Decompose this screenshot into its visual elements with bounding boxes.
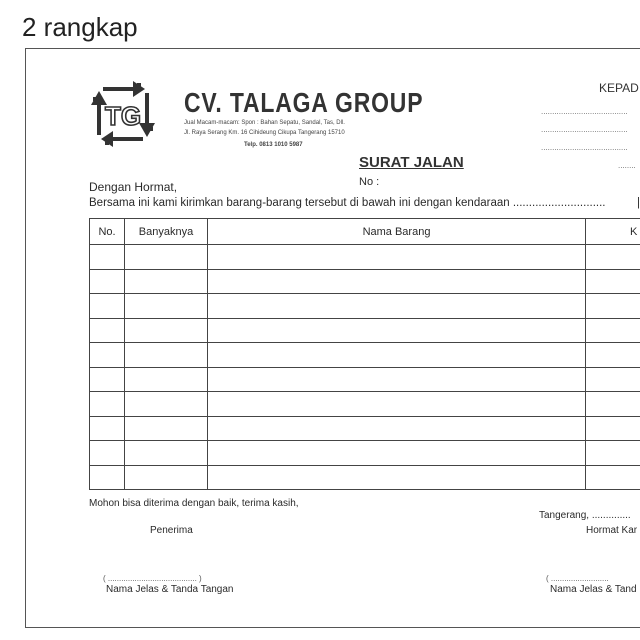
- table-row: [90, 441, 640, 466]
- table-row: [90, 392, 640, 417]
- company-address: Jl. Raya Serang Km. 16 Cihideung Cikupa Tangerang 15710: [184, 130, 345, 136]
- cell-notes[interactable]: [586, 318, 640, 343]
- cell-quantity[interactable]: [125, 294, 208, 319]
- cell-item-name[interactable]: [208, 392, 586, 417]
- recipient-line-2: .......................................: [541, 125, 628, 134]
- recipient-line-3: .......................................: [541, 143, 628, 152]
- cell-quantity[interactable]: [125, 269, 208, 294]
- cell-notes[interactable]: [586, 294, 640, 319]
- column-header-no: No.: [90, 219, 125, 245]
- cell-item-name[interactable]: [208, 367, 586, 392]
- cell-quantity[interactable]: [125, 416, 208, 441]
- cell-notes[interactable]: [586, 465, 640, 490]
- cell-no[interactable]: [90, 343, 125, 368]
- cell-no[interactable]: [90, 269, 125, 294]
- cell-notes[interactable]: [586, 416, 640, 441]
- receiver-signature-line: ( ........................................ ): [103, 574, 202, 583]
- cell-no[interactable]: [90, 367, 125, 392]
- table-row: [90, 245, 640, 270]
- cell-no[interactable]: [90, 294, 125, 319]
- sender-signature-caption: Nama Jelas & Tand: [550, 584, 637, 595]
- intro-text: Bersama ini kami kirimkan barang-barang tersebut di bawah ini dengan kendaraan .............................: [89, 197, 606, 209]
- cell-no[interactable]: [90, 392, 125, 417]
- closing-text: Mohon bisa diterima dengan baik, terima kasih,: [89, 498, 299, 509]
- items-table: [89, 218, 640, 490]
- cell-item-name[interactable]: [208, 465, 586, 490]
- recipient-line-4: ........: [618, 161, 636, 170]
- cell-quantity[interactable]: [125, 245, 208, 270]
- sender-label: Hormat Kar: [586, 525, 638, 536]
- table-body: [90, 245, 640, 490]
- column-header-quantity: Banyaknya: [125, 219, 208, 245]
- cell-item-name[interactable]: [208, 441, 586, 466]
- delivery-note-form: [25, 48, 640, 628]
- cell-item-name[interactable]: [208, 245, 586, 270]
- table-header-row: [90, 219, 640, 245]
- column-header-item-name: Nama Barang: [208, 219, 586, 245]
- cell-quantity[interactable]: [125, 465, 208, 490]
- table-row: [90, 416, 640, 441]
- cell-no[interactable]: [90, 441, 125, 466]
- receiver-signature-caption: Nama Jelas & Tanda Tangan: [106, 584, 234, 595]
- logo-letters: TG: [104, 101, 142, 131]
- recipient-line-1: .......................................: [541, 107, 628, 116]
- recipient-label: KEPAD: [599, 81, 639, 95]
- cell-notes[interactable]: [586, 343, 640, 368]
- receiver-label: Penerima: [150, 525, 193, 536]
- company-phone: Telp. 0813 1010 5987: [244, 142, 303, 148]
- table-row: [90, 343, 640, 368]
- cell-quantity[interactable]: [125, 318, 208, 343]
- cell-quantity[interactable]: [125, 343, 208, 368]
- place-date: Tangerang, ..............: [539, 510, 631, 521]
- cell-notes[interactable]: [586, 441, 640, 466]
- cell-item-name[interactable]: [208, 294, 586, 319]
- cell-item-name[interactable]: [208, 416, 586, 441]
- cell-no[interactable]: [90, 245, 125, 270]
- cell-notes[interactable]: [586, 269, 640, 294]
- intro-tail: |: [637, 197, 640, 209]
- cell-notes[interactable]: [586, 245, 640, 270]
- table-row: [90, 318, 640, 343]
- column-header-notes: K: [586, 219, 640, 245]
- cell-item-name[interactable]: [208, 269, 586, 294]
- table-row: [90, 294, 640, 319]
- cell-quantity[interactable]: [125, 392, 208, 417]
- table-row: [90, 269, 640, 294]
- table-row: [90, 465, 640, 490]
- greeting: Dengan Hormat,: [89, 180, 178, 194]
- cell-quantity[interactable]: [125, 441, 208, 466]
- cell-item-name[interactable]: [208, 318, 586, 343]
- cell-no[interactable]: [90, 465, 125, 490]
- sender-signature-line: ( ..........................: [546, 574, 609, 583]
- cell-notes[interactable]: [586, 392, 640, 417]
- document-number-label: No :: [359, 176, 380, 188]
- cell-notes[interactable]: [586, 367, 640, 392]
- company-name: CV. TALAGA GROUP: [184, 87, 424, 118]
- cell-no[interactable]: [90, 318, 125, 343]
- table-row: [90, 367, 640, 392]
- cell-item-name[interactable]: [208, 343, 586, 368]
- caption: 2 rangkap: [22, 12, 138, 42]
- cell-quantity[interactable]: [125, 367, 208, 392]
- company-logo-icon: [89, 79, 157, 149]
- cell-no[interactable]: [90, 416, 125, 441]
- document-title: SURAT JALAN: [359, 154, 464, 171]
- company-tagline: Jual Macam-macam: Spon : Bahan Sepatu, Sandal, Tas, Dll.: [184, 120, 345, 126]
